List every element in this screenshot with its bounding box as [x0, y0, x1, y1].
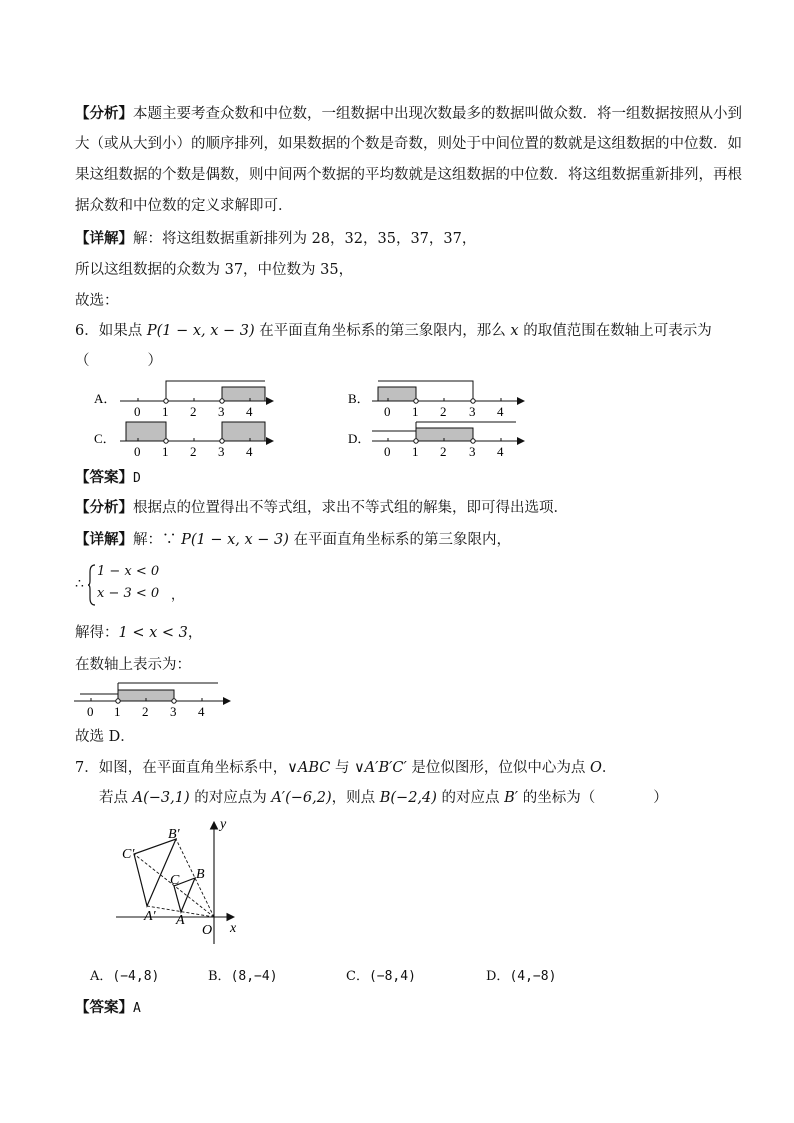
- q6-a-tick-2: 2: [190, 404, 197, 419]
- fig-y-label: y: [220, 817, 227, 832]
- q6-option-a[interactable]: [94, 381, 273, 419]
- q6-c-tick-2: 2: [190, 444, 197, 459]
- analysis-line-2: 大（或从大到小）的顺序排列，如果数据的个数是奇数，则处于中间位置的数就是这组数据的中位数．如: [75, 136, 742, 152]
- detail-line-1: 【详解】解：将这组数据重新排列为 28，32，35，37，37，: [75, 230, 477, 247]
- sol-tick-2: 2: [142, 704, 149, 719]
- q6-d-tick-0: 0: [384, 444, 391, 459]
- q7-figure: [110, 816, 250, 946]
- inequality-comma: ，: [171, 588, 185, 603]
- fig-c2-label: C′: [122, 847, 135, 862]
- fig-a2-label: A′: [144, 909, 156, 924]
- q6-b-tick-4: 4: [497, 404, 504, 419]
- q6-option-b-label: B．: [348, 391, 370, 406]
- q6-b-tick-2: 2: [440, 404, 447, 419]
- q6-c-tick-3: 3: [218, 444, 225, 459]
- q7-option-c[interactable]: C．(−8,4): [346, 969, 416, 984]
- detail-line-3: 故选：: [75, 293, 119, 309]
- q6-option-c[interactable]: [94, 422, 273, 459]
- q6-b-tick-3: 3: [469, 404, 476, 419]
- q6-analysis: 【分析】根据点的位置得出不等式组，求出不等式组的解集，即可得出选项．: [75, 499, 568, 516]
- q6-a-tick-1: 1: [162, 404, 169, 419]
- q6-choose: 故选 D．: [75, 729, 135, 745]
- q6-c-tick-4: 4: [246, 444, 253, 459]
- inequality-2: x − 3 < 0: [97, 586, 160, 601]
- fig-b2-label: B′: [168, 827, 180, 842]
- analysis-line-3: 果这组数据的个数是偶数，则中间两个数据的平均数就是这组数据的中位数．将这组数据重新排列，再根: [75, 167, 742, 183]
- sol-tick-4: 4: [198, 704, 205, 719]
- q6-option-d-label: D．: [348, 431, 371, 446]
- q7-answer: 【答案】A: [75, 999, 141, 1016]
- q6-d-tick-1: 1: [412, 444, 419, 459]
- q7-option-a[interactable]: A．(−4,8): [90, 969, 160, 984]
- analysis-line-4: 据众数和中位数的定义求解即可．: [75, 198, 293, 214]
- q6-solve: 解得：1 < x < 3，: [75, 625, 203, 641]
- q6-d-tick-3: 3: [469, 444, 476, 459]
- brace-icon: [87, 564, 97, 606]
- detail-line-2: 所以这组数据的众数为 37，中位数为 35，: [75, 262, 354, 278]
- fig-a-label: A: [176, 913, 185, 928]
- inequality-1: 1 − x < 0: [97, 564, 160, 579]
- q6-stem: 6．如果点 P(1 − x, x − 3) 在平面直角坐标系的第三象限内，那么 x 的取值范围在数轴上可表示为: [75, 323, 712, 339]
- q6-option-b[interactable]: [348, 381, 524, 419]
- fig-o-label: O: [202, 923, 213, 938]
- fig-b-label: B: [196, 867, 205, 882]
- q6-detail: 【详解】解：∵ P(1 − x, x − 3) 在平面直角坐标系的第三象限内，: [75, 531, 512, 548]
- analysis-line-1: 【分析】本题主要考查众数和中位数，一组数据中出现次数最多的数据叫做众数．将一组数据按照从小到: [75, 105, 742, 122]
- q6-a-tick-3: 3: [218, 404, 225, 419]
- q6-option-d[interactable]: [348, 422, 524, 459]
- q6-a-tick-0: 0: [134, 404, 141, 419]
- q6-c-tick-1: 1: [162, 444, 169, 459]
- q6-d-tick-2: 2: [440, 444, 447, 459]
- therefore-symbol: ∴: [75, 576, 84, 592]
- q6-b-tick-0: 0: [384, 404, 391, 419]
- q6-paren: （ ）: [75, 353, 162, 369]
- q6-numline-label: 在数轴上表示为：: [75, 657, 191, 673]
- fig-c-label: C: [170, 873, 180, 888]
- q6-options-figure: [90, 372, 550, 462]
- q6-option-a-label: A．: [94, 391, 117, 406]
- q6-option-c-label: C．: [94, 431, 116, 446]
- q7-option-b[interactable]: B．(8,−4): [208, 969, 278, 984]
- q6-d-tick-4: 4: [497, 444, 504, 459]
- q6-c-tick-0: 0: [134, 444, 141, 459]
- sol-tick-1: 1: [114, 704, 121, 719]
- q6-answer: 【答案】D: [75, 469, 141, 486]
- q7-option-d[interactable]: D．(4,−8): [486, 969, 557, 984]
- q6-b-tick-1: 1: [412, 404, 419, 419]
- solution-number-line: [70, 676, 250, 720]
- q6-a-tick-4: 4: [246, 404, 253, 419]
- inequality-system: [75, 562, 275, 608]
- q7-stem-1: 7．如图，在平面直角坐标系中，∨ABC 与 ∨A′B′C′ 是位似图形，位似中心为点 O．: [75, 760, 617, 776]
- sol-tick-3: 3: [170, 704, 177, 719]
- sol-tick-0: 0: [87, 704, 94, 719]
- q7-options: [90, 965, 690, 987]
- fig-x-label: x: [230, 921, 237, 936]
- q7-stem-2: 若点 A(−3,1) 的对应点为 A′(−6,2)，则点 B(−2,4) 的对应点 B′ 的坐标为（ ）: [99, 790, 668, 806]
